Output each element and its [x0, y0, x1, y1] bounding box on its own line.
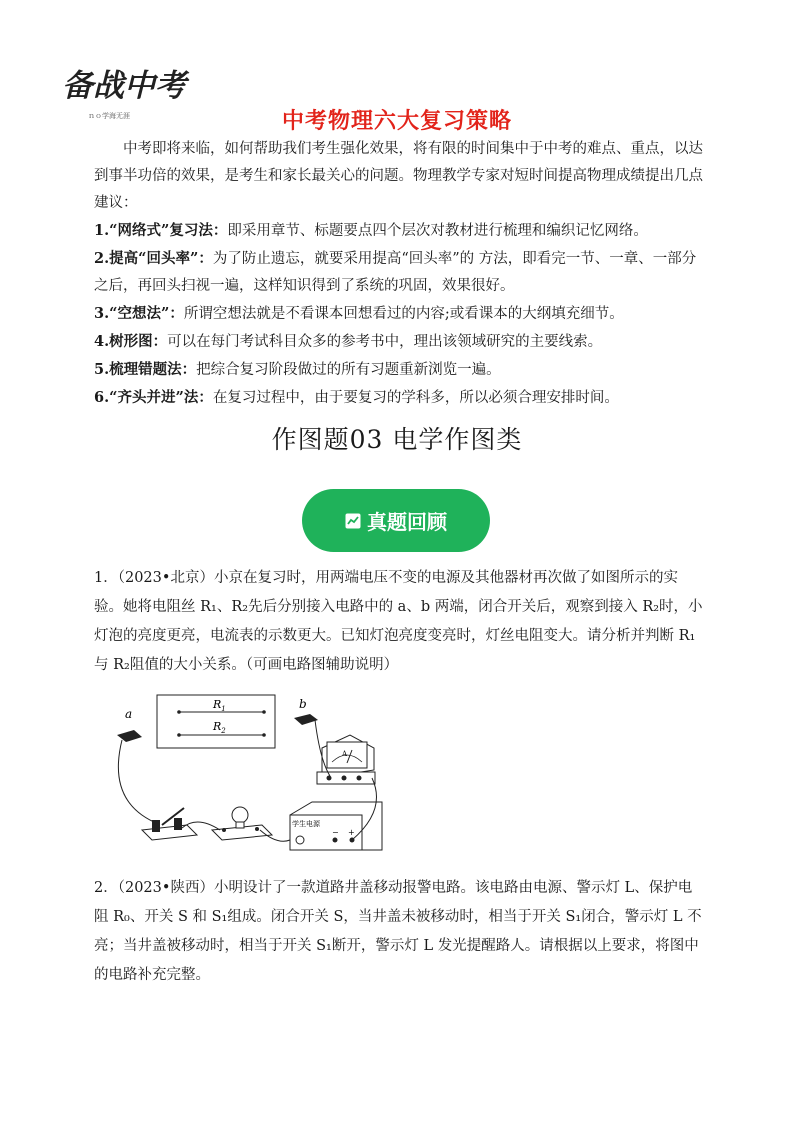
label-a: a — [125, 707, 133, 721]
tip-text: 把综合复习阶段做过的所有习题重新浏览一遍。 — [196, 362, 501, 378]
tip-label: 5.梳理错题法： — [94, 361, 197, 378]
label-b: b — [299, 697, 307, 711]
question-1 — [94, 564, 704, 680]
circuit-figure — [112, 690, 397, 870]
tip-label: 1.“网络式”复习法： — [94, 222, 228, 239]
tip-label: 2.提高“回头率”： — [94, 250, 213, 267]
tip-item — [94, 384, 704, 412]
intro-section — [94, 136, 704, 412]
question-number: 1． — [94, 570, 118, 586]
tip-item — [94, 245, 704, 300]
ammeter-label: A — [342, 750, 348, 758]
tip-text: 可以在每门考试科目众多的参考书中，理出该领域研究的主要线索。 — [167, 334, 603, 350]
tip-item — [94, 217, 704, 245]
question-text: 小明设计了一款道路井盖移动报警电路。该电路由电源、警示灯 L、保护电阻 R₀、开关 S 和 S₁组成。闭合开关 S，当井盖未被移动时，相当于开关 S₁闭合，警示灯 L 不亮；当井盖被移动时，相当于开关 S₁断开，警示灯 L 发光提醒路人。请根据以上要求，将图中的电路补充完整。 — [94, 880, 702, 983]
question-source: （2023•北京） — [117, 570, 214, 586]
badge-real-exam-review — [302, 489, 490, 552]
power-supply — [290, 802, 382, 850]
tip-item — [94, 300, 704, 328]
question-number: 2． — [94, 880, 118, 896]
document-title: 中考物理六大复习策略 — [281, 109, 512, 134]
ammeter — [317, 735, 375, 784]
logo-subtext: ｎｏ学海无涯 — [88, 112, 130, 120]
badge-label: 真题回顾 — [367, 510, 447, 534]
tip-label: 4.树形图： — [94, 333, 168, 350]
tip-text: 所谓空想法就是不看课本回想看过的内容;或看课本的大纲填充细节。 — [183, 306, 624, 322]
svg-text:+: + — [348, 828, 355, 837]
r1-label: $R_1$ — [213, 698, 226, 713]
tip-text: 在复习过程中，由于要复习的学科多，所以必须合理安排时间。 — [212, 390, 619, 406]
tip-label: 6.“齐头并进”法： — [94, 389, 213, 406]
clip-a — [117, 730, 142, 742]
question-source: （2023•陕西） — [117, 880, 214, 896]
bulb — [212, 807, 272, 840]
clip-b — [294, 714, 318, 725]
svg-text:−: − — [332, 828, 339, 837]
tip-text: 为了防止遗忘，就要采用提高“回头率”的 方法，即看完一节、一章、一部分之后，再回头扫视一遍，这样知识得到了系统的巩固，效果很好。 — [94, 251, 697, 294]
power-supply-label: 学生电源 — [292, 820, 320, 828]
tip-label: 3.“空想法”： — [94, 305, 184, 322]
tip-item — [94, 328, 704, 356]
tip-text: 即采用章节、标题要点四个层次对教材进行梳理和编织记忆网络。 — [227, 223, 648, 239]
chart-icon — [345, 513, 361, 529]
logo-text: 备战中考 — [62, 68, 186, 104]
question-text: 小京在复习时，用两端电压不变的电源及其他器材再次做了如图所示的实验。她将电阻丝 R₁、R₂先后分别接入电路中的 a、b 两端，闭合开关后，观察到接入 R₂时，小灯泡的亮度更亮，电流表的示数更大。已知灯泡亮度变亮时，灯丝电阻变大。请分析并判断 R₁与 R₂阻值的大小关系。（可画电路图辅助说明） — [94, 570, 703, 673]
section-title: 作图题03 电学作图类 — [271, 425, 523, 454]
question-2 — [94, 874, 704, 990]
intro-paragraph: 中考即将来临，如何帮助我们考生强化效果，将有限的时间集中于中考的难点、重点，以达到事半功倍的效果，是考生和家长最关心的问题。物理教学专家对短时间提高物理成绩提出几点建议： — [94, 141, 703, 211]
tip-item — [94, 356, 704, 384]
r2-label: $R_2$ — [213, 720, 226, 735]
